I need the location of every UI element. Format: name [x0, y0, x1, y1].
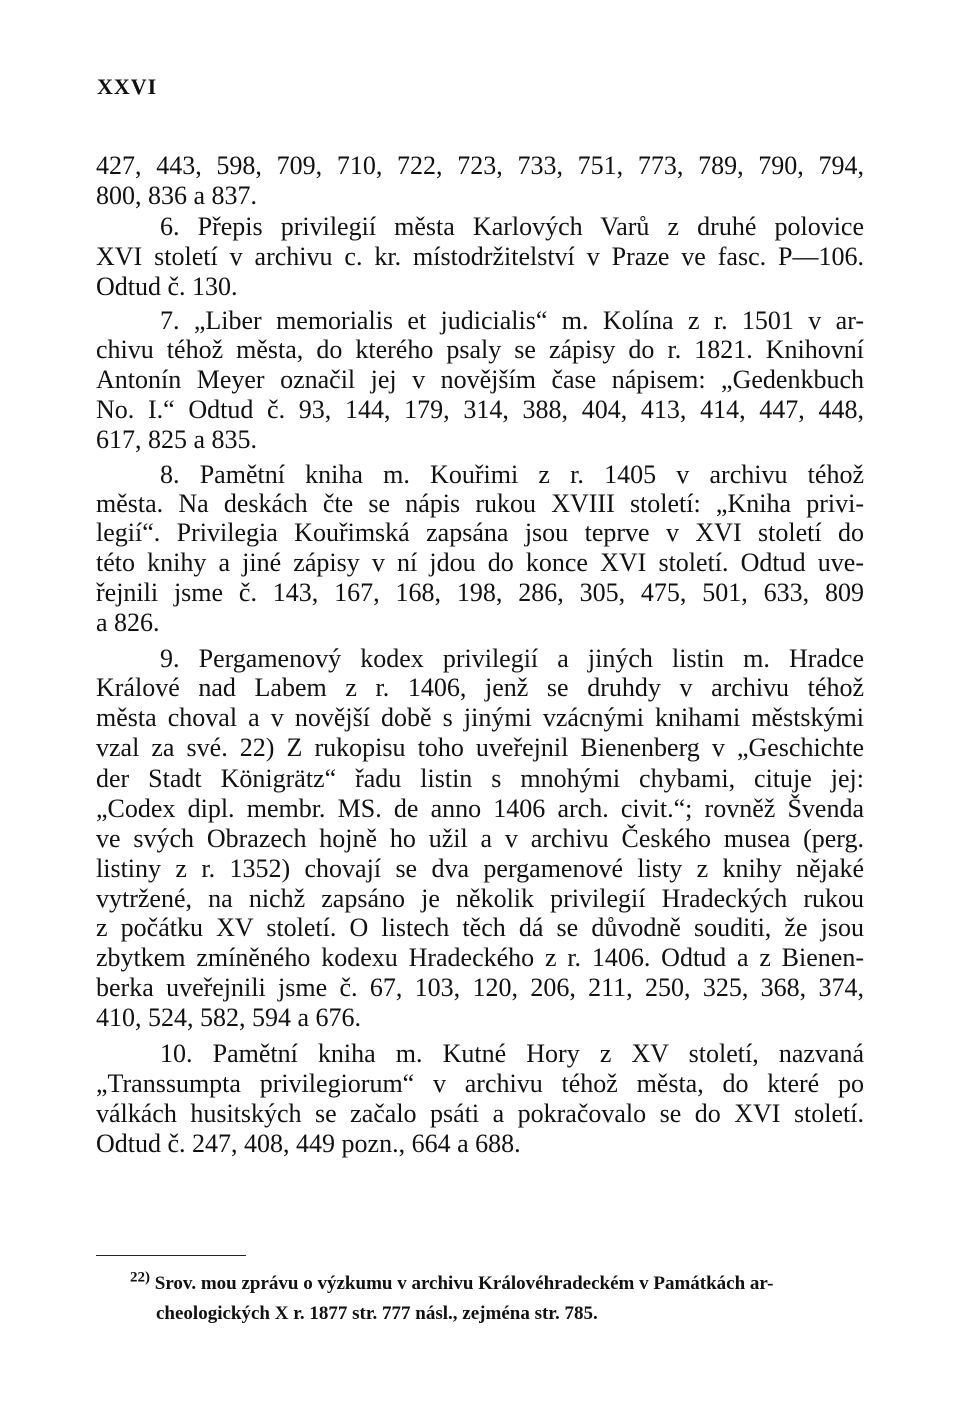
text-line: zbytkem zmíněného kodexu Hradeckého z r. 1406. Odtud a z Bienen- — [96, 943, 864, 972]
text-line: der Stadt Königrätz“ řadu listin s mnohými chybami, cituje jej: — [96, 764, 864, 793]
text-line: chivu téhož města, do kterého psaly se zápisy do r. 1821. Knihovní — [96, 335, 864, 364]
text-line: a 826. — [96, 608, 160, 637]
text-line: této knihy a jiné zápisy v ní jdou do konce XVI století. Odtud uve- — [96, 548, 864, 577]
text-line: Odtud č. 247, 408, 449 pozn., 664 a 688. — [96, 1129, 521, 1158]
footnote-line-2 — [156, 1302, 716, 1326]
text-line: 427, 443, 598, 709, 710, 722, 723, 733, 751, 773, 789, 790, 794, — [96, 151, 864, 180]
text-line: ve svých Obrazech hojně ho užil a v archivu Českého musea (perg. — [96, 824, 864, 853]
text-line: listiny z r. 1352) chovají se dva pergamenové listy z knihy nějaké — [96, 854, 864, 883]
text-line: vzal za své. 22) Z rukopisu toho uveřejnil Bienenberg v „Geschichte — [96, 733, 864, 762]
footnote-text-1: Srov. mou zprávu o výzkumu v archivu Královéhradeckém v Památkách ar- — [154, 1273, 774, 1294]
text-line: 9. Pergamenový kodex privilegií a jiných listin m. Hradce — [160, 644, 864, 673]
footnote-divider — [96, 1255, 246, 1256]
text-line: 8. Pamětní kniha m. Kouřimi z r. 1405 v archivu téhož — [160, 460, 864, 489]
text-line: vytržené, na nichž zapsáno je několik privilegií Hradeckých rukou — [96, 884, 864, 913]
text-line: válkách husitských se začalo psáti a pokračovalo se do XVI století. — [96, 1099, 864, 1128]
footnote-line-1 — [130, 1269, 864, 1296]
text-line: Antonín Meyer označil jej v novějším čase nápisem: „Gedenkbuch — [96, 365, 864, 394]
footnote-marker: 22) — [130, 1269, 150, 1286]
text-line: řejnili jsme č. 143, 167, 168, 198, 286, 305, 475, 501, 633, 809 — [96, 578, 864, 607]
text-line: No. I.“ Odtud č. 93, 144, 179, 314, 388, 404, 413, 414, 447, 448, — [96, 395, 864, 424]
text-line: z počátku XV století. O listech těch dá se důvodně souditi, že jsou — [96, 913, 864, 942]
text-line: města. Na deskách čte se nápis rukou XVIII století: „Kniha privi- — [96, 489, 864, 518]
text-line: legií“. Privilegia Kouřimská zapsána jsou teprve v XVI století do — [96, 518, 864, 547]
text-line: 800, 836 a 837. — [96, 181, 258, 210]
text-line: Odtud č. 130. — [96, 272, 238, 301]
text-line: 410, 524, 582, 594 a 676. — [96, 1003, 362, 1032]
text-line: berka uveřejnili jsme č. 67, 103, 120, 206, 211, 250, 325, 368, 374, — [96, 973, 864, 1002]
text-line: 7. „Liber memorialis et judicialis“ m. Kolína z r. 1501 v ar- — [160, 306, 864, 335]
page-number: XXVI — [97, 74, 158, 99]
text-line: 6. Přepis privilegií města Karlových Varů z druhé polovice — [160, 212, 864, 241]
text-line: „Transsumpta privilegiorum“ v archivu téhož města, do které po — [96, 1069, 864, 1098]
text-line: XVI století v archivu c. kr. místodržitelství v Praze ve fasc. P—106. — [96, 242, 864, 271]
text-line: 617, 825 a 835. — [96, 425, 258, 454]
text-line: „Codex dipl. membr. MS. de anno 1406 arch. civit.“; rovněž Švenda — [96, 794, 864, 823]
text-line: města choval a v novější době s jinými vzácnými knihami městskými — [96, 703, 864, 732]
text-line: Králové nad Labem z r. 1406, jenž se druhdy v archivu téhož — [96, 673, 864, 702]
text-line: 10. Pamětní kniha m. Kutné Hory z XV století, nazvaná — [160, 1039, 864, 1068]
footnote-text-2: cheologických X r. 1877 str. 777 násl., zejména str. 785. — [156, 1303, 598, 1324]
